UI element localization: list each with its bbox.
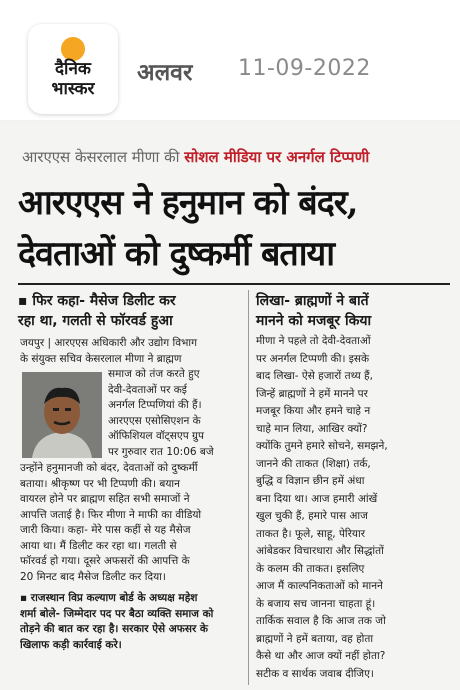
- body-text-line: ताकत है। फूले, साहू, पेरियार: [256, 527, 366, 540]
- column-divider: [248, 290, 249, 685]
- kicker-highlight: सोशल मीडिया पर अनर्गल टिप्पणी: [184, 148, 370, 166]
- body-text-line: खुल चुकी हैं, हमारे पास आज: [256, 510, 368, 522]
- body-text-line: के कलम की ताकत। इसलिए: [256, 562, 365, 575]
- logo-text-line1: दैनिक: [55, 59, 91, 79]
- officer-photo: [22, 372, 102, 458]
- headline-rule: [18, 283, 450, 285]
- body-text-line: उन्होंने हनुमानजी को बंदर, देवताओं को दुष्कर्मी: [20, 462, 198, 474]
- body-text-line: मीणा ने पहले तो देवी-देवताओं: [256, 335, 371, 347]
- edition-city: अलवर: [137, 60, 193, 86]
- headline-line-1: आरएएस ने हनुमान को बंदर,: [18, 183, 358, 223]
- body-text-line: तार्किक सवाल है कि आज तक जो: [256, 615, 386, 627]
- body-text-line: आरएएस एसोसिएशन के: [108, 414, 201, 427]
- dainik-bhaskar-logo: [28, 24, 118, 114]
- body-text-line: जानने की ताकत (शिक्षा) तर्क,: [256, 457, 371, 470]
- body-text-line: बना दिया था। आज हमारी आंखें: [256, 492, 378, 505]
- edition-date: 11-09-2022: [238, 56, 371, 81]
- body-text-line: देवी-देवताओं पर कई: [108, 383, 187, 396]
- body-text-line: खिलाफ कड़ी कार्रवाई करे।: [20, 638, 122, 651]
- body-text-line: बुद्धि व विज्ञान छीन हमें अंधा: [256, 475, 365, 487]
- kicker-plain: आरएएस केसरलाल मीणा की: [22, 148, 180, 166]
- body-text-line: पर गुरुवार रात 10:06 बजे: [108, 445, 214, 458]
- right-subheading-line: लिखा- ब्राह्मणों ने बातें: [256, 293, 369, 309]
- logo-text-line2: भास्कर: [51, 79, 95, 99]
- body-text-line: आज मैं काल्पनिकताओं को मानने: [256, 580, 383, 592]
- header-bar: [0, 0, 460, 120]
- body-text-line: आया था। मैं डिलीट कर रहा था। गलती से: [20, 539, 177, 552]
- body-text-line: मजबूर किया और हमने चाहे न: [256, 405, 371, 417]
- sun-icon: [61, 37, 85, 61]
- body-text-line: बताया। श्रीकृष्ण पर भी टिप्पणी की। बयान: [20, 477, 180, 490]
- body-text-line: आपत्ति जताई है। फिर मीणा ने माफी का वीडियो: [20, 508, 202, 521]
- body-text-line: पर अनर्गल टिप्पणी की। इसके: [256, 352, 370, 365]
- body-text-line: 20 मिनट बाद मैसेज डिलीट कर दिया।: [20, 570, 166, 583]
- body-text-line: जयपुर | आरएएस अधिकारी और उद्योग विभाग: [20, 337, 198, 349]
- body-text-line: के बजाय सच जानना चाहता हूं।: [256, 597, 376, 610]
- right-subheading: [256, 291, 452, 331]
- left-subheading-line: रहा था, गलती से फॉरवर्ड हुआ: [18, 313, 173, 329]
- body-text-line: बाद लिखा- ऐसे हजारों तथ्य हैं,: [256, 370, 373, 382]
- body-text-line: अनर्गल टिप्पणियां की हैं।: [108, 399, 202, 411]
- body-text-line: आंबेडकर विचारधारा और सिद्धांतों: [256, 545, 384, 557]
- body-text-line: क्योंकि तुमने हमारे सोचने, समझने,: [256, 440, 388, 452]
- body-text-line: जिन्हें ब्राह्मणों ने हमें मानने पर: [256, 387, 368, 400]
- body-text-line: शर्मा बोले- जिम्मेदार पद पर बैठा व्यक्ति समाज को: [20, 607, 214, 620]
- body-text-line: ऑफिशियल वॉट्सएप ग्रुप: [108, 430, 204, 442]
- body-text-line: वायरल होने पर ब्राह्मण सहित सभी समाजों ने: [20, 493, 190, 505]
- right-subheading-line: मानने को मजबूर किया: [256, 313, 372, 329]
- body-text-line: के संयुक्त सचिव केसरलाल मीणा ने ब्राह्मण: [20, 352, 182, 365]
- body-text-line: सटीक व सार्थक जवाब दीजिए।: [256, 667, 374, 680]
- left-subheading-line: ▪ फिर कहा- मैसेज डिलीट कर: [18, 293, 176, 309]
- body-text-line: समाज को तंज करते हुए: [108, 368, 200, 380]
- left-subheading: [18, 291, 244, 331]
- body-text-line: तोड़ने की बात कर रहा है। सरकार ऐसे अफसर के: [20, 623, 208, 635]
- body-text-line: फॉरवर्ड हो गया। दूसरे अफसरों की आपत्ति के: [20, 555, 190, 567]
- headline-line-2: देवताओं को दुष्कर्मी बताया: [18, 234, 335, 274]
- kicker-line: [22, 147, 369, 167]
- body-text-line: कैसे था और आज क्यों नहीं होता?: [256, 650, 386, 662]
- body-text-line: ▪ राजस्थान विप्र कल्याण बोर्ड के अध्यक्ष महेश: [20, 592, 198, 604]
- body-text-line: जारी किया। कहा- मेरे पास कहीं से यह मैसेज: [20, 524, 191, 536]
- body-text-line: ब्राह्मणों ने हमें बताया, वह होता: [256, 632, 374, 645]
- body-text-line: चाहे मान लिया, आखिर क्यों?: [256, 422, 368, 435]
